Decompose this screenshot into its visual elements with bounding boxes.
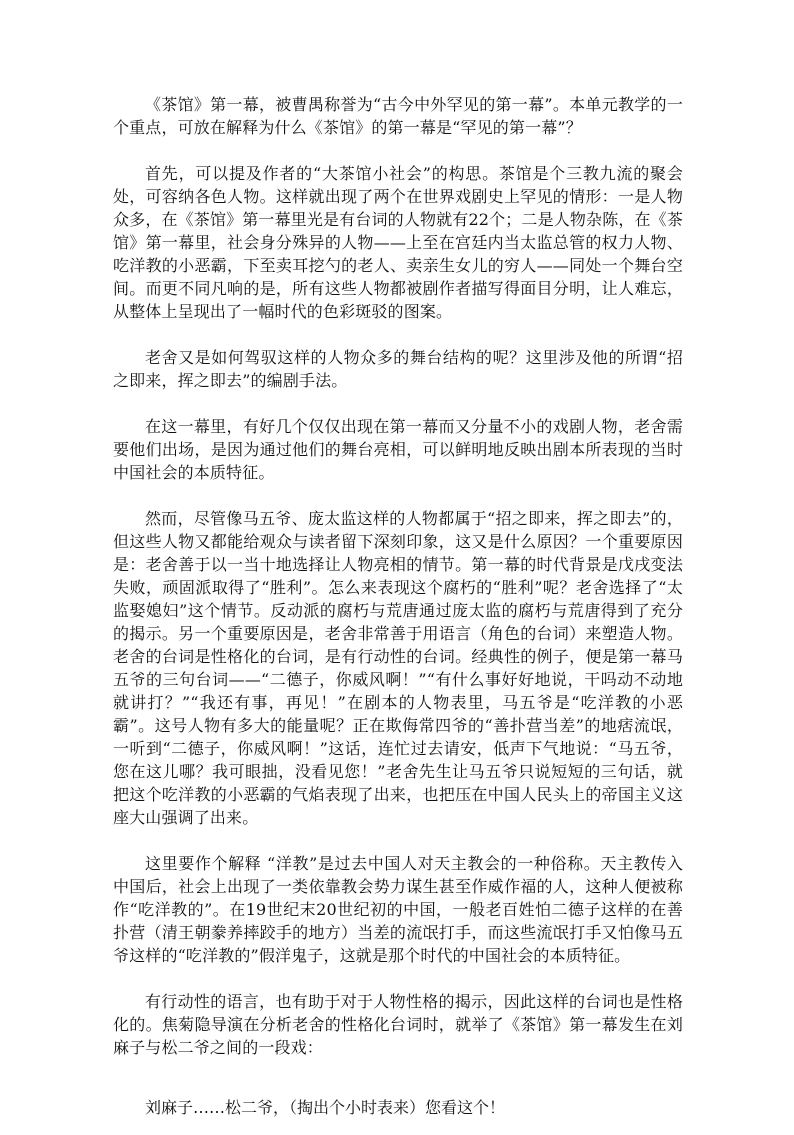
paragraph-stage-structure: 老舍又是如何驾驭这样的人物众多的舞台结构的呢？这里涉及他的所谓“招之即来，挥之即去”的编剧手法。 [113,348,683,390]
paragraph-first-act-characters: 在这一幕里，有好几个仅仅出现在第一幕而又分量不小的戏剧人物，老舍需要他们出场，是因为通过他们的舞台亮相，可以鲜明地反映出剧本所表现的当时中国社会的本质特征。 [113,417,683,482]
paragraph-characterized-lines: 有行动性的语言，也有助于对于人物性格的揭示，因此这样的台词也是性格化的。焦菊隐导演在分析老舍的性格化台词时，就举了《茶馆》第一幕发生在刘麻子与松二爷之间的一段戏： [113,992,683,1057]
dialogue-line: 刘麻子……松二爷，（掏出个小时表来）您看这个！ [145,1098,506,1117]
paragraph-intro: 《茶馆》第一幕，被曹禺称誉为“古今中外罕见的第一幕”。本单元教学的一个重点，可放在解释为什么《茶馆》的第一幕是“罕见的第一幕”？ [113,95,683,137]
document-body [113,93,683,1135]
paragraph-yangjiao-explanation: 这里要作个解释 “洋教”是过去中国人对天主教会的一种俗称。天主教传入中国后，社会上出现了一类依靠教会势力谋生甚至作威作福的人，这种人便被称作“吃洋教的”。在19世纪末20世纪初的中国，一般老百姓怕二德子这样的在善扑营（清王朝豢养摔跤手的地方）当差的流氓打手，而这些流氓打手又怕像马五爷这样的“吃洋教的”假洋鬼子，这就是那个时代的中国社会的本质特征。 [113,854,683,965]
paragraph-big-teahouse: 首先，可以提及作者的“大茶馆小社会”的构思。茶馆是个三教九流的聚会处，可容纳各色人物。这样就出现了两个在世界戏剧史上罕见的情形：一是人物众多，在《茶馆》第一幕里光是有台词的人物就有22个；二是人物杂陈，在《茶馆》第一幕里，社会身分殊异的人物——上至在宫廷内当太监总管的权力人物、吃洋教的小恶霸，下至卖耳挖勺的老人、卖亲生女儿的穷人——同处一个舞台空间。而更不同凡响的是，所有这些人物都被剧作者描写得面目分明，让人难忘，从整体上呈现出了一幅时代的色彩斑驳的图案。 [113,164,683,321]
paragraph-ma-wuye-lines: 然而，尽管像马五爷、庞太监这样的人物都属于“招之即来，挥之即去”的，但这些人物又都能给观众与读者留下深刻印象，这又是什么原因？一个重要原因是：老舍善于以一当十地选择让人物亮相的情节。第一幕的时代背景是戊戌变法失败，顽固派取得了“胜利”。怎么来表现这个腐朽的“胜利”呢？老舍选择了“太监娶媳妇”这个情节。反动派的腐朽与荒唐通过庞太监的腐朽与荒唐得到了充分的揭示。另一个重要原因是，老舍非常善于用语言（角色的台词）来塑造人物。老舍的台词是性格化的台词，是有行动性的台词。经典性的例子，便是第一幕马五爷的三句台词——“二德子，你威风啊！”“有什么事好好地说，干吗动不动地就讲打？”“我还有事，再见！”在剧本的人物表里，马五爷是“吃洋教的小恶霸”。这号人物有多大的能量呢？正在欺侮常四爷的“善扑营当差”的地痞流氓，一听到“二德子，你威风啊！”这话，连忙过去请安，低声下气地说：“马五爷，您在这儿哪？我可眼拙，没看见您！”老舍先生让马五爷只说短短的三句话，就把这个吃洋教的小恶霸的气焰表现了出来，也把压在中国人民头上的帝国主义这座大山强调了出来。 [113,509,683,827]
